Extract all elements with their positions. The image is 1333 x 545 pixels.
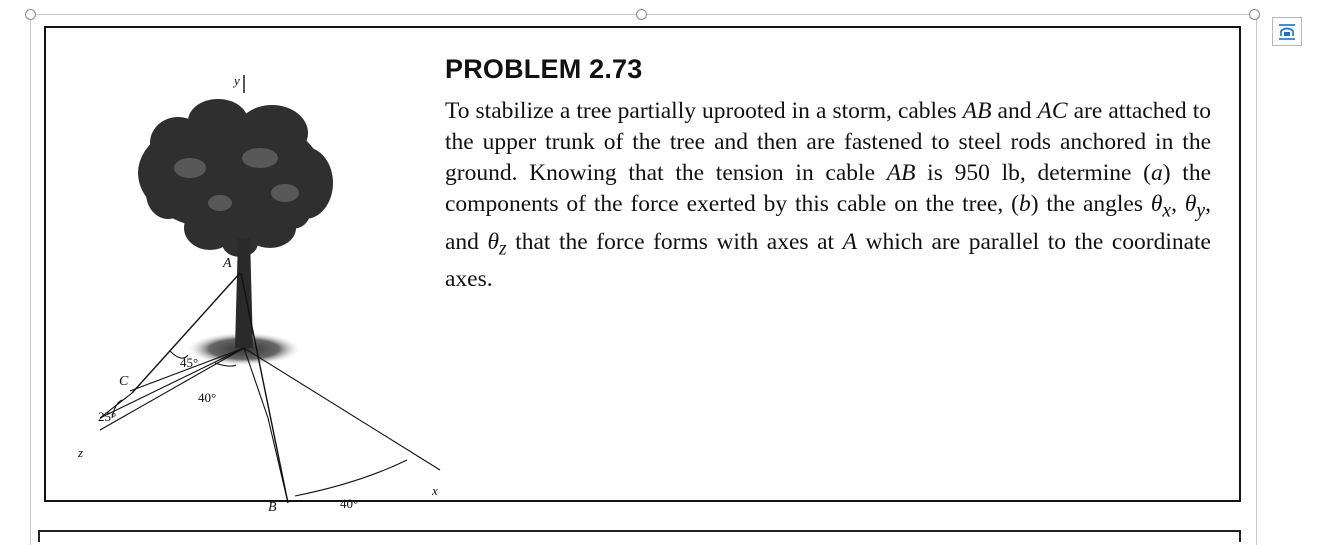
axis-y-label: y: [234, 73, 240, 88]
angle-40-ground-label: 40°: [198, 390, 217, 405]
cable-ab: [241, 273, 288, 503]
problem-scan: [44, 26, 1241, 515]
next-problem-scan-edge: [38, 530, 1241, 542]
resize-handle-top-left[interactable]: [25, 9, 36, 20]
angle-40-x-label: 40°: [340, 496, 359, 511]
layout-options-icon: [1273, 18, 1301, 45]
problem-statement: To stabilize a tree partially uprooted in a storm, cables AB and AC are attached to the upper trunk of the tree and then are fastened to steel rods anchored in the ground. Knowing that the tension in cable AB is 950 lb, determine (a) the components of the force exerted by this cable on the tree, (b) the angles $\theta_x$, $\theta_y$, and $\theta_z$ that the force forms with axes at A which are parallel to the coordinate axes.: [445, 98, 1212, 293]
angle-45-label: 45°: [180, 355, 199, 370]
angle-25-label: 25°: [98, 409, 117, 424]
axis-z-label: z: [78, 445, 84, 460]
layout-options-button[interactable]: [1272, 17, 1302, 46]
resize-handle-top-right[interactable]: [1249, 9, 1260, 20]
tree-figure: [60, 63, 460, 515]
tree-trunk: [235, 238, 253, 348]
problem-title: PROBLEM 2.73: [445, 54, 643, 84]
tree-canopy: [138, 99, 333, 257]
axis-x-label: x: [432, 483, 438, 498]
point-a-label: A: [223, 256, 232, 271]
cable-ac: [132, 273, 240, 393]
point-c-label: C: [119, 374, 129, 389]
resize-handle-top-middle[interactable]: [636, 9, 647, 20]
point-b-label: B: [268, 500, 277, 515]
